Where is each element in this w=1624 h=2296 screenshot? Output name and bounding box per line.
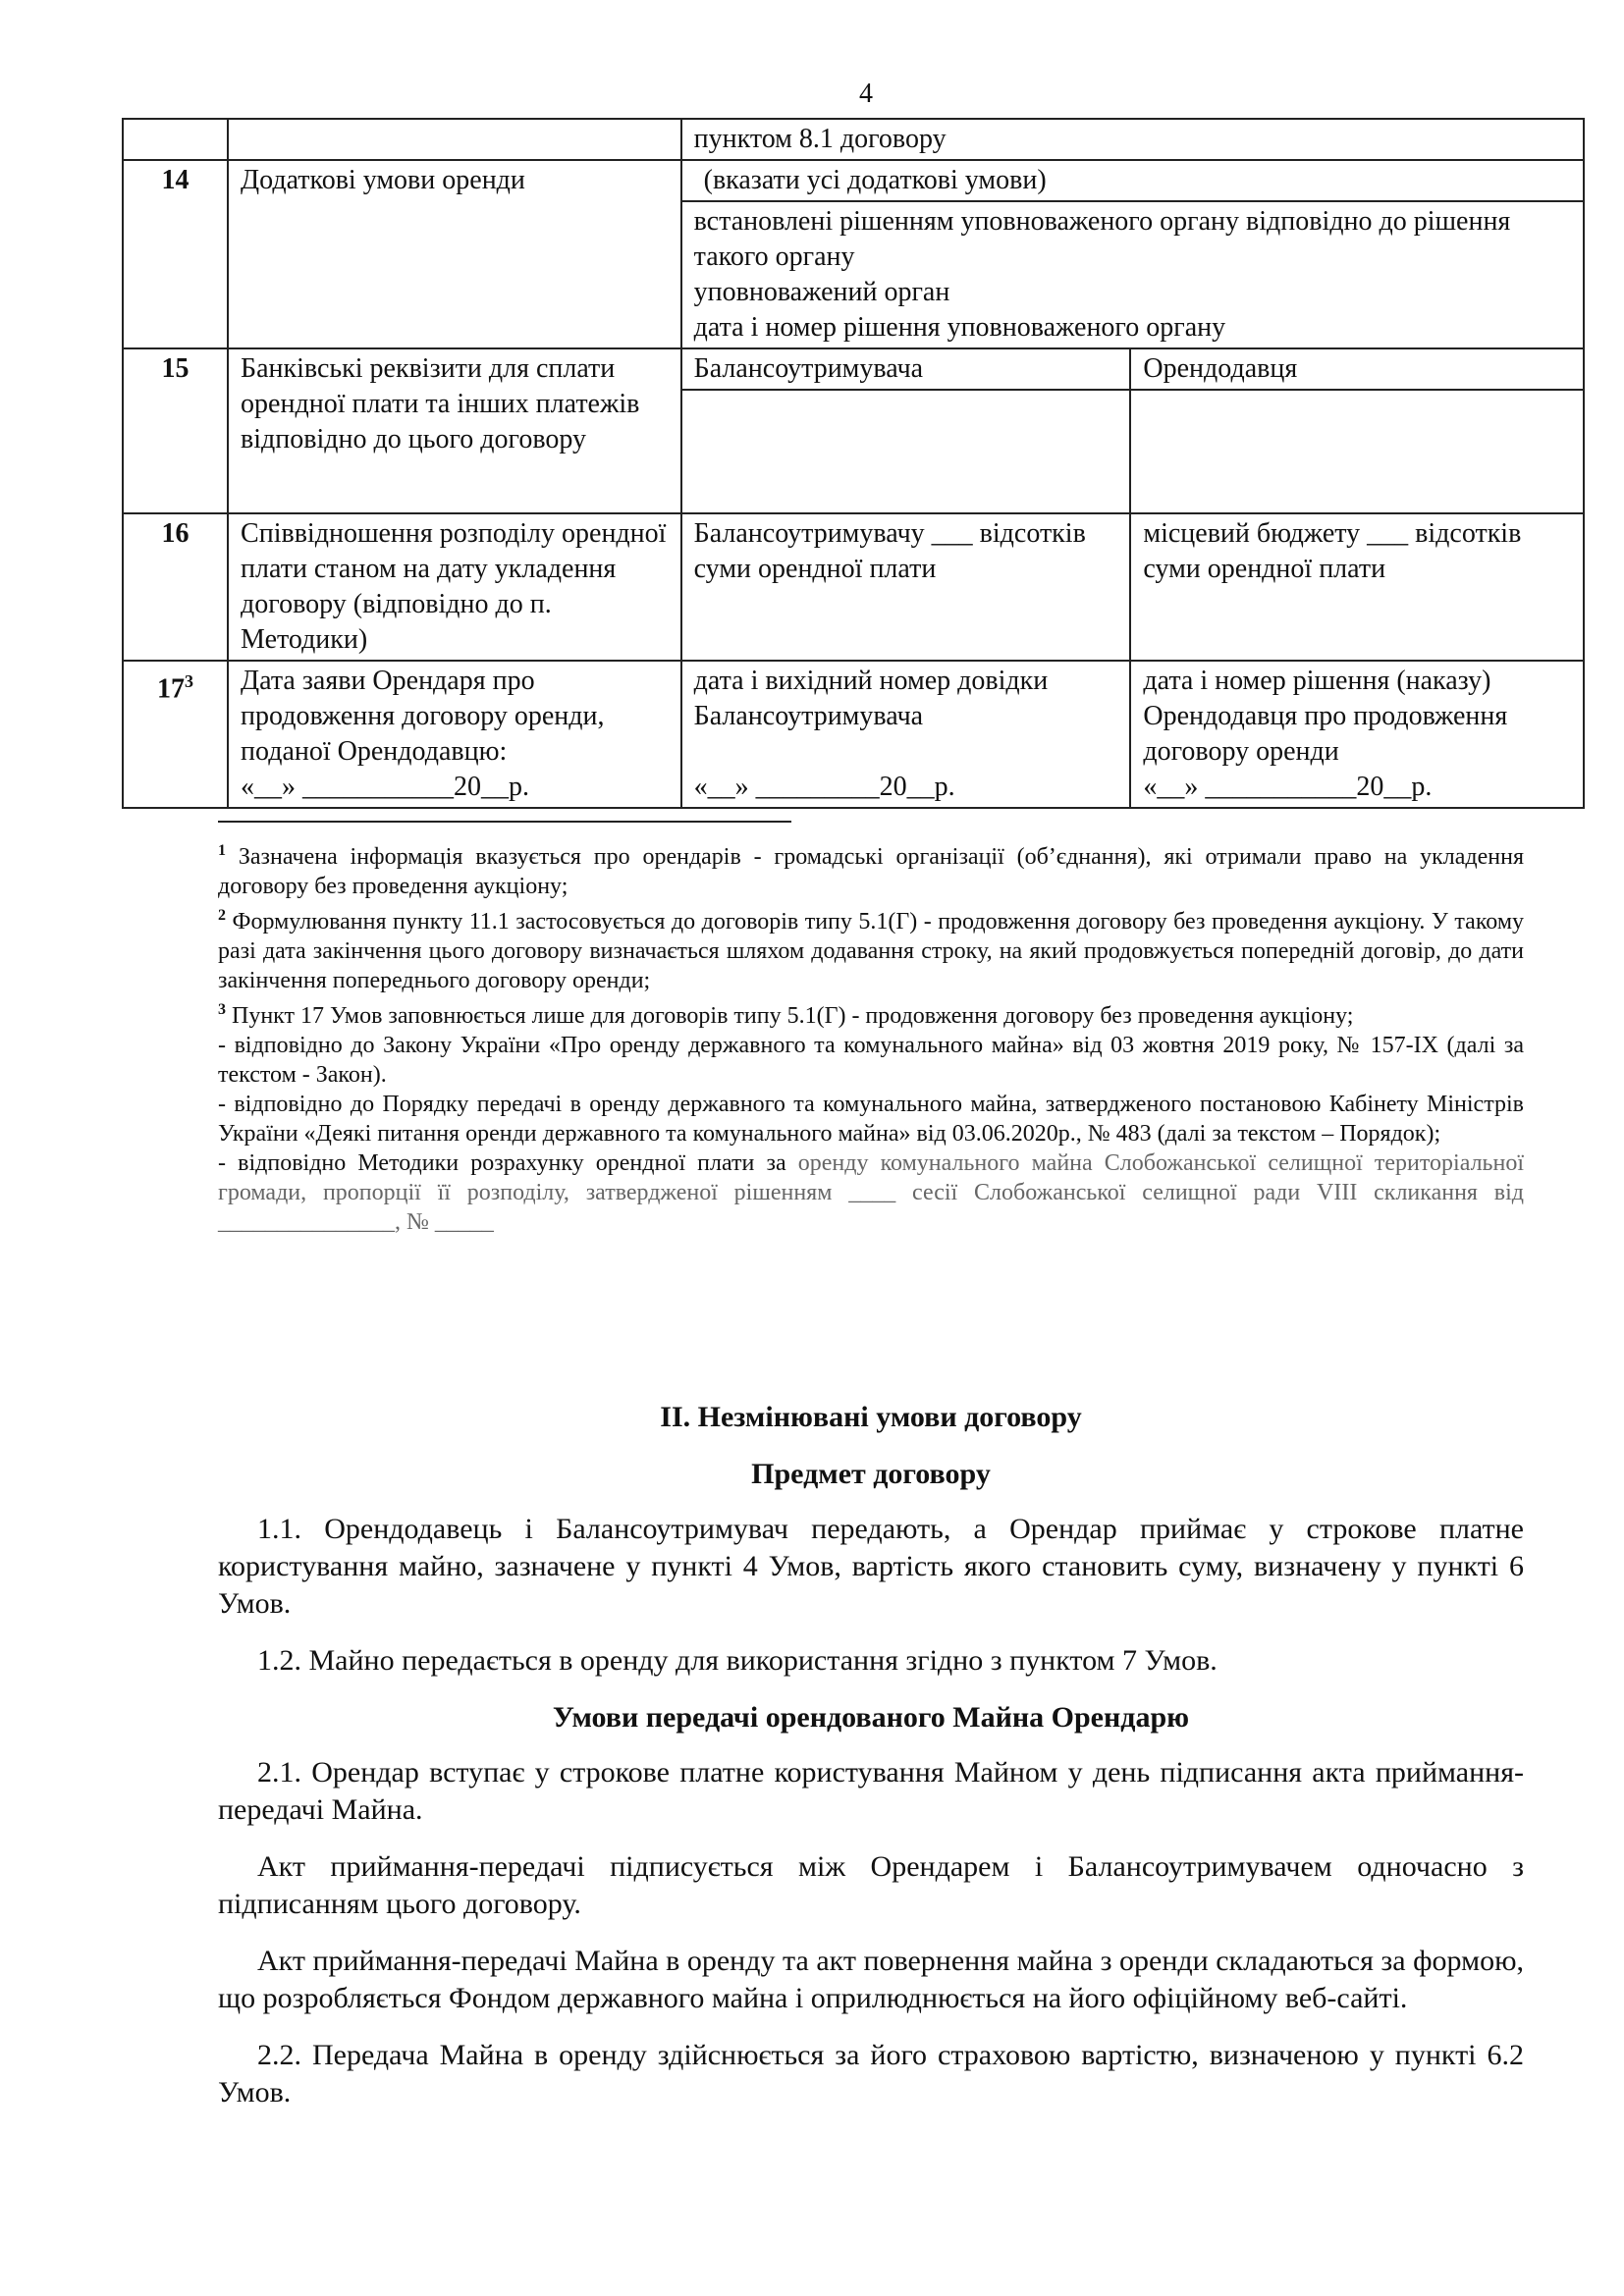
row-label: Додаткові умови оренди — [228, 160, 681, 348]
table-row — [123, 348, 1584, 390]
additional-terms-details — [681, 201, 1584, 348]
legal-note: - відповідно до Закону України «Про оренду державного та комунального майна» від 03 жовтня 2019 року, № 157-IX (далі за текстом - Закон). — [218, 1033, 1524, 1088]
note-text: - відповідно Методики розрахунку орендної плати за — [218, 1150, 798, 1176]
footnote-text: Формулювання пункту 11.1 застосовується до договорів типу 5.1(Г) - продовження договору без проведення аукціону. У такому разі дата закінчення цього договору визначається шляхом додавання строку, на який продовжується попередній договір, до дати закінчення попереднього договору оренди; — [218, 909, 1524, 993]
paragraph: 1.2. Майно передається в оренду для використання згідно з пунктом 7 Умов. — [257, 1644, 1218, 1677]
footnote-mark: 1 — [218, 842, 226, 859]
additional-terms-hint: (вказати усі додаткові умови) — [681, 160, 1584, 201]
row-label: Співвідношення розподілу орендної плати станом на дату укладення договору (відповідно до п. Методики) — [228, 513, 681, 661]
footnote-3 — [218, 995, 1524, 1031]
terms-line: дата і номер рішення уповноваженого органу — [693, 312, 1226, 343]
landlord-bank-details — [1130, 390, 1584, 513]
table-row — [123, 513, 1584, 661]
landlord-decision — [1130, 661, 1584, 808]
legal-note: - відповідно до Порядку передачі в оренду державного та комунального майна, затвердженого постановою Кабінету Міністрів України «Деякі питання оренди державного та комунального майна» від 03.06.2020р., № 483 (далі за текстом – Порядок); — [218, 1092, 1524, 1147]
row-number: 15 — [123, 348, 228, 513]
balance-holder-header: Балансоутримувача — [681, 348, 1131, 390]
balance-holder-share: Балансоутримувачу ___ відсотків суми орендної плати — [681, 513, 1131, 661]
footnote-1 — [218, 836, 1524, 901]
paragraph: Акт приймання-передачі підписується між Орендарем і Балансоутримувачем одночасно з підписанням цього договору. — [218, 1850, 1524, 1920]
table-row — [123, 119, 1584, 160]
row-number-text: 17 — [157, 673, 186, 705]
date-blank: «__» _________20__р. — [693, 772, 955, 802]
landlord-header: Орендодавця — [1130, 348, 1584, 390]
subsection-title: Предмет договору — [751, 1458, 991, 1490]
footnotes — [218, 836, 1524, 1237]
row-number: 16 — [123, 513, 228, 661]
note-text-grey: оренду комунального майна Слобожанської селищної територіальної громади, пропорції її розподілу, затвердженої рішенням ____ сесії Слобожанської селищної ради VIII скликання від _______________, № _____ — [218, 1150, 1524, 1235]
table-row — [123, 661, 1584, 808]
terms-line: встановлені рішенням уповноваженого органу відповідно до рішення такого органу — [693, 206, 1511, 272]
row-number — [123, 661, 228, 808]
page-number: 4 — [859, 79, 873, 109]
footnote-mark: 3 — [185, 671, 194, 691]
legal-note — [218, 1148, 1524, 1237]
balance-holder-bank-details — [681, 390, 1131, 513]
balance-holder-certificate — [681, 661, 1131, 808]
footnote-divider — [218, 821, 791, 823]
section-body — [218, 1399, 1524, 2131]
subsection-title: Умови передачі орендованого Майна Орендарю — [552, 1701, 1190, 1734]
date-blank: «__» ___________20__р. — [1143, 772, 1433, 802]
row-value-cell: пунктом 8.1 договору — [681, 119, 1584, 160]
terms-line: уповноважений орган — [693, 277, 950, 307]
date-blank: «__» ___________20__р. — [241, 772, 530, 802]
footnote-mark: 2 — [218, 907, 226, 924]
paragraph: 2.1. Орендар вступає у строкове платне користування Майном у день підписання акта приймання-передачі Майна. — [218, 1756, 1524, 1826]
row-label: Банківські реквізити для сплати орендної плати та інших платежів відповідно до цього договору — [228, 348, 681, 513]
section-title: ІІ. Незмінювані умови договору — [660, 1401, 1082, 1433]
paragraph: Акт приймання-передачі Майна в оренду та акт повернення майна з оренди складаються за формою, що розробляється Фондом державного майна і оприлюднюється на його офіційному веб-сайті. — [218, 1945, 1524, 2014]
conditions-table — [122, 118, 1585, 809]
paragraph: 2.2. Передача Майна в оренду здійснюється за його страховою вартістю, визначеною у пункті 6.2 Умов. — [218, 2039, 1524, 2109]
decision-text: дата і номер рішення (наказу) Орендодавця про продовження договору оренди — [1143, 666, 1508, 767]
paragraph: 1.1. Орендодавець і Балансоутримувач передають, а Орендар приймає у строкове платне користування майно, зазначене у пункті 4 Умов, вартість якого становить суму, визначену у пункті 6 Умов. — [218, 1513, 1524, 1620]
row-label-cell — [228, 119, 681, 160]
table-row — [123, 160, 1584, 201]
footnote-text: Зазначена інформація вказується про орендарів - громадські організації (об’єднання), які отримали право на укладення договору без проведення аукціону; — [218, 844, 1524, 899]
footnote-text: Пункт 17 Умов заповнюється лише для договорів типу 5.1(Г) - продовження договору без проведення аукціону; — [226, 1003, 1354, 1029]
row-number: 14 — [123, 160, 228, 348]
footnote-mark: 3 — [218, 1001, 226, 1018]
row-label-text: Дата заяви Орендаря про продовження договору оренди, поданої Орендодавцю: — [241, 666, 605, 767]
certificate-text: дата і вихідний номер довідки Балансоутримувача — [693, 666, 1049, 731]
local-budget-share: місцевий бюджету ___ відсотків суми орендної плати — [1130, 513, 1584, 661]
row-label — [228, 661, 681, 808]
footnote-2 — [218, 901, 1524, 995]
row-number-cell — [123, 119, 228, 160]
